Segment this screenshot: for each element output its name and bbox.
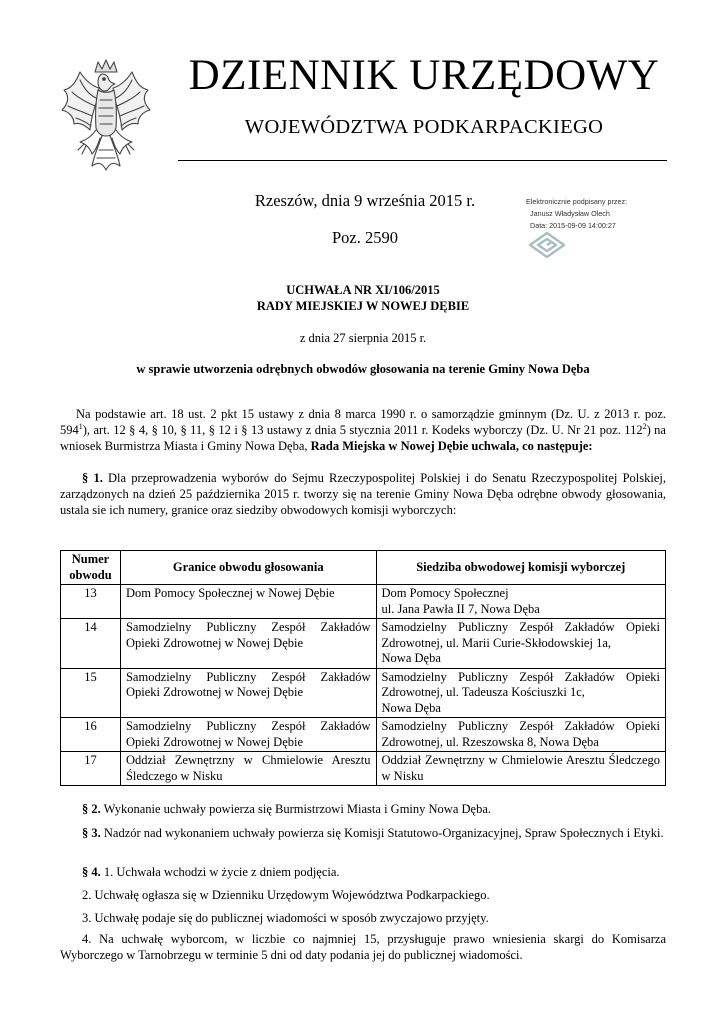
table-row (61, 619, 666, 669)
section-1-paragraph (60, 470, 666, 518)
resolution-number: UCHWAŁA NR XI/106/2015 (286, 283, 440, 297)
seat-line: Dom Pomocy Społecznej (381, 586, 509, 600)
section-2-text: Wykonanie uchwały powierza się Burmistrzowi Miasta i Gminy Nowa Dęba. (100, 802, 491, 816)
legal-basis-text-1: Na podstawie art. 18 ust. 2 pkt 15 ustawy z dnia 8 marca 1990 r. o samorządzie gminnym (Dz. U. z 2013 r. poz. 594 (60, 407, 666, 437)
footnote-1-ref: 1 (78, 422, 83, 431)
table-row (61, 718, 666, 752)
signer-name: Janusz Władysław Olech (530, 209, 610, 218)
legal-basis-text-2: ), art. 12 § 4, § 10, § 11, § 12 i § 13 ustawy z dnia 5 stycznia 2011 r. Kodeks wyborczy (Dz. U. Nr 21 poz. 112 (82, 423, 643, 437)
commission-seat (376, 619, 665, 669)
section-4-paragraph-3: 3. Uchwałę podaje się do publicznej wiadomości w sposób zwyczajowo przyjęty. (82, 911, 489, 925)
commission-seat (376, 718, 665, 752)
section-2-paragraph (60, 801, 666, 817)
seat-line: Samodzielny Publiczny Zespół Zakładów Opieki Zdrowotnej, ul. Marii Curie-Skłodowskiej 1a, (381, 620, 660, 650)
section-1-text: Dla przeprowadzenia wyborów do Sejmu Rzeczypospolitej Polskiej i do Senatu Rzeczypospolitej Polskiej, zarządzonych na dzień 25 października 2015 r. tworzy się na terenie Gminy Nowa Dęba odrębne obwody głosowania, ustala sie ich numery, granice oraz siedziby obwodowych komisji wyborczych: (60, 471, 666, 517)
section-3-text: Nadzór nad wykonaniem uchwały powierza się Komisji Statutowo-Organizacyjnej, Spraw Społecznych i Etyki. (100, 826, 664, 840)
district-number: 14 (61, 619, 121, 669)
table-row (61, 752, 666, 786)
section-1-marker: § 1. (82, 471, 103, 485)
district-boundaries: Samodzielny Publiczny Zespół Zakładów Opieki Zdrowotnej w Nowej Dębie (120, 619, 376, 669)
section-4-text-1: 1. Uchwała wchodzi w życie z dniem podjęcia. (100, 865, 340, 879)
section-3-marker: § 3. (82, 826, 101, 840)
district-number: 17 (61, 752, 121, 786)
district-number: 16 (61, 718, 121, 752)
electronic-signature (526, 196, 646, 232)
commission-seat (376, 585, 665, 619)
seat-line: Samodzielny Publiczny Zespół Zakładów Opieki Zdrowotnej, ul. Rzeszowska 8, Nowa Dęba (381, 719, 660, 749)
table-row (61, 668, 666, 718)
seat-line: Samodzielny Publiczny Zespół Zakładów Opieki Zdrowotnej, ul. Tadeusza Kościuszki 1c, (381, 669, 660, 699)
seat-line: Nowa Dęba (381, 651, 441, 665)
section-3-paragraph (60, 825, 666, 841)
seat-line: Oddział Zewnętrzny w Chmielowie Aresztu Śledczego w Nisku (381, 753, 660, 783)
place-and-date: Rzeszów, dnia 9 września 2015 r. (254, 191, 476, 210)
section-4-paragraph-4: 4. Na uchwałę wyborcom, w liczbie co najmniej 15, przysługuje prawo wniesienia skargi do Komisarza Wyborczego w Tarnobrzegu w terminie 5 dni od daty podania jej do publicznej wiadomości. (60, 932, 666, 962)
district-boundaries: Oddział Zewnętrzny w Chmielowie Aresztu Śledczego w Nisku (120, 752, 376, 786)
signature-date: Data: 2015-09-09 14:00:27 (530, 221, 616, 230)
section-4-paragraph-2: 2. Uchwałę ogłasza się w Dzienniku Urzędowym Województwa Podkarpackiego. (82, 888, 490, 902)
signature-label: Elektronicznie podpisany przez: (526, 197, 628, 206)
commission-seat (376, 668, 665, 718)
table-row (61, 585, 666, 619)
district-number: 13 (61, 585, 121, 619)
district-boundaries: Dom Pomocy Społecznej w Nowej Dębie (120, 585, 376, 619)
journal-subtitle: WOJEWÓDZTWA PODKARPACKIEGO (244, 116, 604, 138)
voting-districts-table (60, 550, 666, 786)
section-2-marker: § 2. (82, 802, 101, 816)
seat-line: ul. Jana Pawła II 7, Nowa Dęba (381, 601, 540, 616)
polish-eagle-emblem-icon (58, 58, 154, 174)
legal-basis-paragraph (60, 406, 666, 454)
enacting-formula: Rada Miejska w Nowej Dębie uchwala, co następuje: (310, 439, 593, 453)
masthead-divider (178, 160, 667, 161)
district-boundaries: Samodzielny Publiczny Zespół Zakładów Opieki Zdrowotnej w Nowej Dębie (120, 718, 376, 752)
header-commission-seat: Siedziba obwodowej komisji wyborczej (376, 551, 665, 585)
resolution-subject: w sprawie utworzenia odrębnych obwodów głosowania na terenie Gminy Nowa Dęba (136, 362, 590, 376)
header-district-number: Numer obwodu (61, 551, 121, 585)
section-4-paragraph-1 (60, 864, 666, 880)
section-4-marker: § 4. (82, 865, 101, 879)
journal-title: DZIENNIK URZĘDOWY (188, 52, 660, 99)
commission-seat (376, 752, 665, 786)
legal-basis-text-3: ) na wniosek Burmistrza Miasta i Gminy Nowa Dęba, (60, 423, 666, 453)
position-number: Poz. 2590 (332, 228, 398, 247)
seat-line: Nowa Dęba (381, 700, 441, 715)
resolution-date: z dnia 27 sierpnia 2015 r. (299, 331, 427, 345)
district-boundaries: Samodzielny Publiczny Zespół Zakładów Opieki Zdrowotnej w Nowej Dębie (120, 668, 376, 718)
footnote-2-ref: 2 (642, 422, 647, 431)
district-number: 15 (61, 668, 121, 718)
table-header-row (61, 551, 666, 585)
resolution-authority: RADY MIEJSKIEJ W NOWEJ DĘBIE (256, 299, 470, 313)
signature-validity-icon (526, 230, 568, 260)
header-district-boundaries: Granice obwodu głosowania (120, 551, 376, 585)
